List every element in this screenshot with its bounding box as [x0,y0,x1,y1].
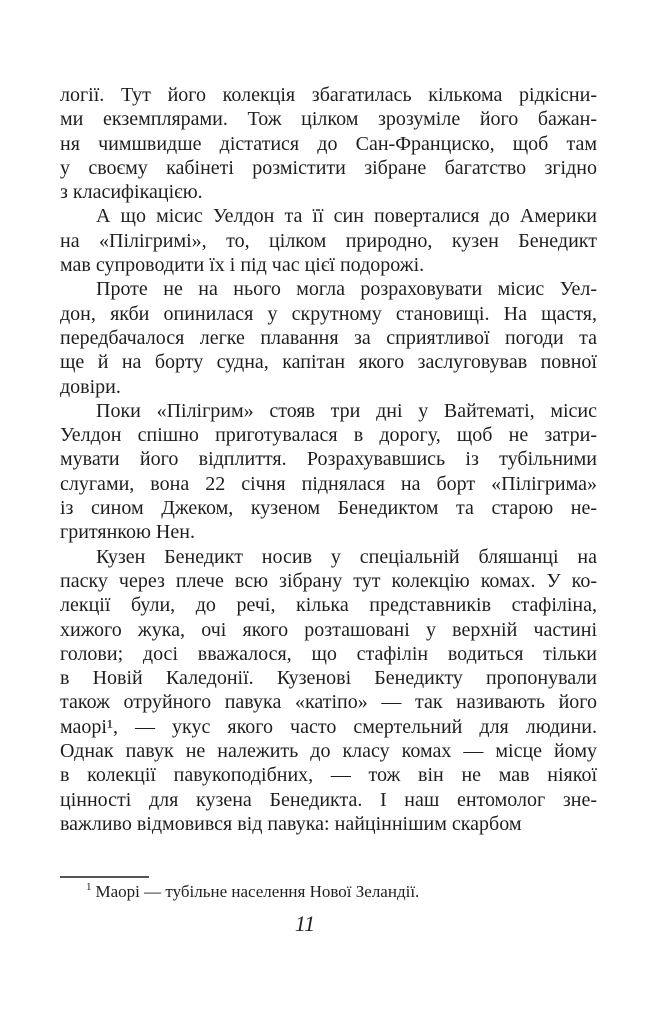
footnote-marker: 1 [86,881,92,894]
paragraph [60,83,597,204]
text-line: Уелдон спішно приготувалася в дорогу, щоб не затри- [60,424,597,447]
text-line: дон, якби опинилася у скрутному становищі. На щастя, [60,302,597,325]
text-line: з класифікацією. [60,181,203,204]
paragraph [60,399,597,545]
text-line: А що місис Уелдон та її син поверталися до Америки [96,205,597,228]
text-line: Проте не на нього могла розраховувати місис Уел- [96,278,597,301]
footnote-separator [60,876,149,878]
text-line: голови; досі вважалося, що стафілін водиться тільки [60,642,597,665]
text-line: у своєму кабінеті розмістити зібране багатство згідно [60,156,597,179]
text-line: цінності для кузена Бенедикта. І наш ентомолог зне- [60,788,597,811]
text-line: мувати його відплиття. Розрахувавшись із тубільними [60,448,597,471]
text-line: лекції були, до речі, кілька представників стафіліна, [60,594,597,617]
body-text [60,83,597,836]
text-line: також отруйного павука «катіпо» — так називають його [60,691,597,714]
footnote [60,876,597,903]
text-line: Однак павук не належить до класу комах — місце йому [60,740,597,763]
text-line: логії. Тут його колекція збагатилась кількома рідкісни- [60,84,597,106]
text-line: передбачалося легке плавання за сприятливої погоди та [60,326,597,349]
paragraph [60,277,597,398]
text-line: в колекції павукоподібних, — тож він не мав ніякої [60,764,597,787]
text-line: довіри. [60,375,121,398]
text-line: хижого жука, очі якого розташовані у верхній частині [60,618,597,641]
text-line: Кузен Бенедикт носив у спеціальній бляшанці на [96,545,597,568]
text-line: важливо відмовився від павука: найціннішим скарбом [60,812,522,835]
text-line: слугами, вона 22 січня піднялася на борт «Пілігрима» [60,472,597,495]
paragraph [60,545,597,837]
text-line: гритянкою Нен. [60,521,195,544]
text-line: ми екземплярами. Тож цілком зрозуміле його бажан- [60,108,597,131]
text-line: із сином Джеком, кузеном Бенедиктом та старою не- [60,497,597,520]
text-line: ня чимшвидше дістатися до Сан-Франциско, щоб там [60,132,597,155]
text-line: мав супроводити їх і під час цієї подорожі. [60,254,425,277]
text-line: маорі¹, — укус якого часто смертельний для людини. [60,715,597,738]
paragraph [60,204,597,277]
text-line: ще й на борту судна, капітан якого заслуговував повної [60,351,597,374]
footnote-text [60,881,597,903]
page-number: 11 [294,911,316,936]
footnote-content: Маорі — тубільне населення Нової Зеландії. [95,882,420,901]
text-line: в Новій Каледонії. Кузенові Бенедикту пропонували [60,667,597,690]
text-line: паску через плече всю зібрану тут колекцію комах. У ко- [60,569,597,592]
text-line: Поки «Пілігрим» стояв три дні у Вайтематі, місис [96,399,597,422]
text-line: на «Пілігримі», то, цілком природно, кузен Бенедикт [60,229,597,252]
